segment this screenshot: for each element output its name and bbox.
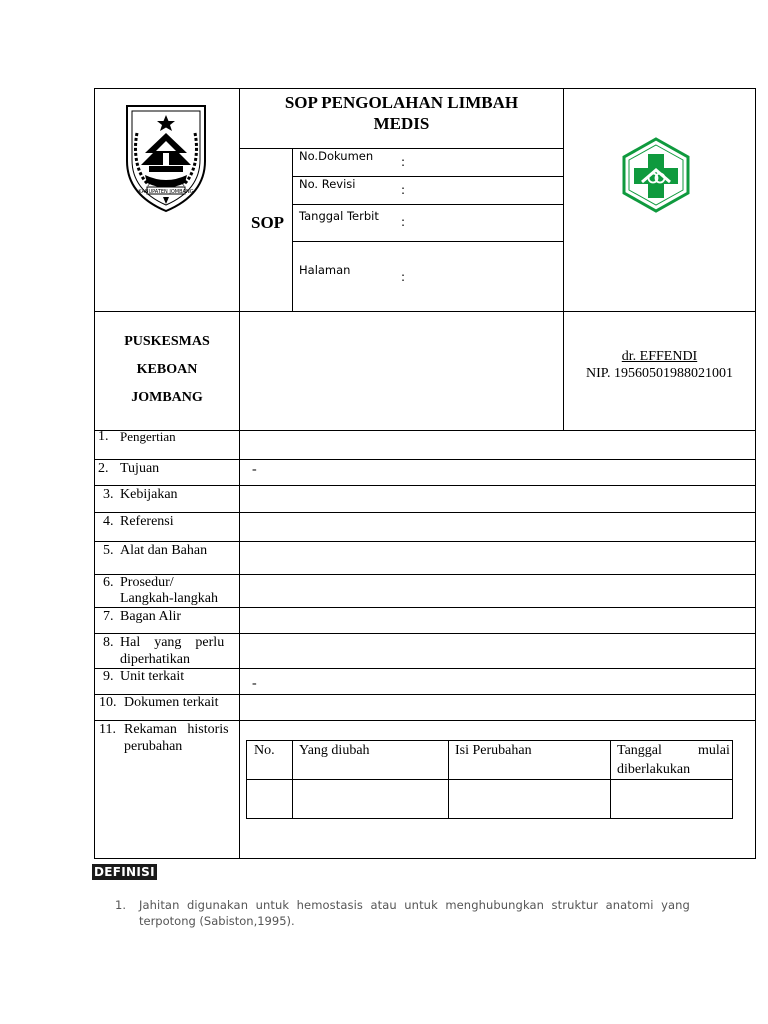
meta-label-tanggal-terbit: Tanggal Terbit (299, 209, 379, 223)
row-tujuan (98, 461, 160, 477)
meta-label-halaman: Halaman (299, 263, 351, 277)
definisi-item-line-2: terpotong (Sabiston,1995). (139, 914, 295, 928)
row-number: 7. (103, 609, 114, 624)
row-number: 4. (103, 514, 114, 529)
meta-value-revisi: : (401, 183, 406, 197)
document-title (240, 92, 563, 134)
row-label-line-1: Prosedur/ (120, 575, 174, 590)
row-hal-perlu-diperhatikan (103, 635, 225, 667)
row-label-line-2: diperhatikan (120, 652, 190, 667)
row-label: Pengertian (120, 429, 176, 444)
meta-label-revisi: No. Revisi (299, 177, 356, 191)
row-label: Alat dan Bahan (120, 543, 208, 558)
definisi-item-line-1: Jahitan digunakan untuk hemostasis atau untuk menghubungkan struktur anatomi yang (139, 898, 690, 912)
row-number: 1. (98, 429, 109, 444)
meta-label-dokumen: No.Dokumen (299, 149, 374, 163)
row-number: 11. (99, 722, 116, 737)
row-label-line-1: Rekaman historis (124, 722, 229, 737)
puskesmas-logo (620, 136, 692, 214)
row-rekaman-historis (99, 722, 229, 754)
logo-ribbon-text: KABUPATEN JOMBANG (138, 189, 194, 195)
row-dokumen-terkait (99, 695, 219, 711)
organization-name (95, 328, 239, 412)
row-label-line-2: Langkah-langkah (120, 591, 218, 606)
row-number: 3. (103, 487, 114, 502)
row-label-line-2: perubahan (124, 739, 183, 754)
title-line-2: MEDIS (373, 114, 430, 133)
signer-block (564, 348, 755, 382)
history-header-no: No. (254, 743, 275, 758)
sop-label: SOP (251, 213, 285, 232)
row-label: Tujuan (120, 461, 160, 476)
definisi-item-number: 1. (115, 898, 126, 912)
history-header-mulai: mulai (698, 743, 730, 758)
row-unit-terkait (103, 669, 185, 685)
history-header-tanggal: Tanggal (617, 743, 662, 758)
row-number: 9. (103, 669, 114, 684)
meta-value-halaman: : (401, 270, 406, 284)
meta-value-dokumen: : (401, 155, 406, 169)
row-label-line-1: Hal yang perlu (120, 635, 225, 650)
row-value-unit-terkait: - (252, 676, 257, 691)
row-number: 2. (98, 461, 109, 476)
row-number: 6. (103, 575, 114, 590)
title-line-1: SOP PENGOLAHAN LIMBAH (284, 93, 519, 112)
jombang-regency-logo (123, 103, 209, 215)
row-referensi (103, 514, 174, 530)
row-prosedur (103, 575, 218, 606)
row-number: 10. (99, 695, 117, 710)
row-label: Referensi (120, 514, 174, 529)
row-alat-dan-bahan (103, 543, 208, 559)
history-header-yang-diubah: Yang diubah (299, 743, 370, 758)
signer-nip: NIP. 19560501988021001 (585, 366, 733, 381)
definisi-heading: DEFINISI (94, 865, 155, 879)
row-kebijakan (103, 487, 178, 503)
row-label: Kebijakan (120, 487, 178, 502)
signer-name: dr. EFFENDI (621, 349, 698, 364)
row-label: Unit terkait (120, 669, 185, 684)
row-bagan-alir (103, 609, 182, 625)
row-pengertian (98, 429, 176, 445)
row-number: 8. (103, 635, 114, 650)
history-header-isi-perubahan: Isi Perubahan (455, 743, 532, 758)
row-value-tujuan: - (252, 462, 257, 477)
org-line-1: PUSKESMAS (124, 334, 210, 349)
row-label: Bagan Alir (120, 609, 182, 624)
org-line-3: JOMBANG (131, 390, 203, 405)
org-line-2: KEBOAN (136, 362, 198, 377)
row-label: Dokumen terkait (124, 695, 219, 710)
row-number: 5. (103, 543, 114, 558)
history-header-diberlakukan: diberlakukan (617, 762, 691, 777)
meta-value-tanggal-terbit: : (401, 215, 406, 229)
